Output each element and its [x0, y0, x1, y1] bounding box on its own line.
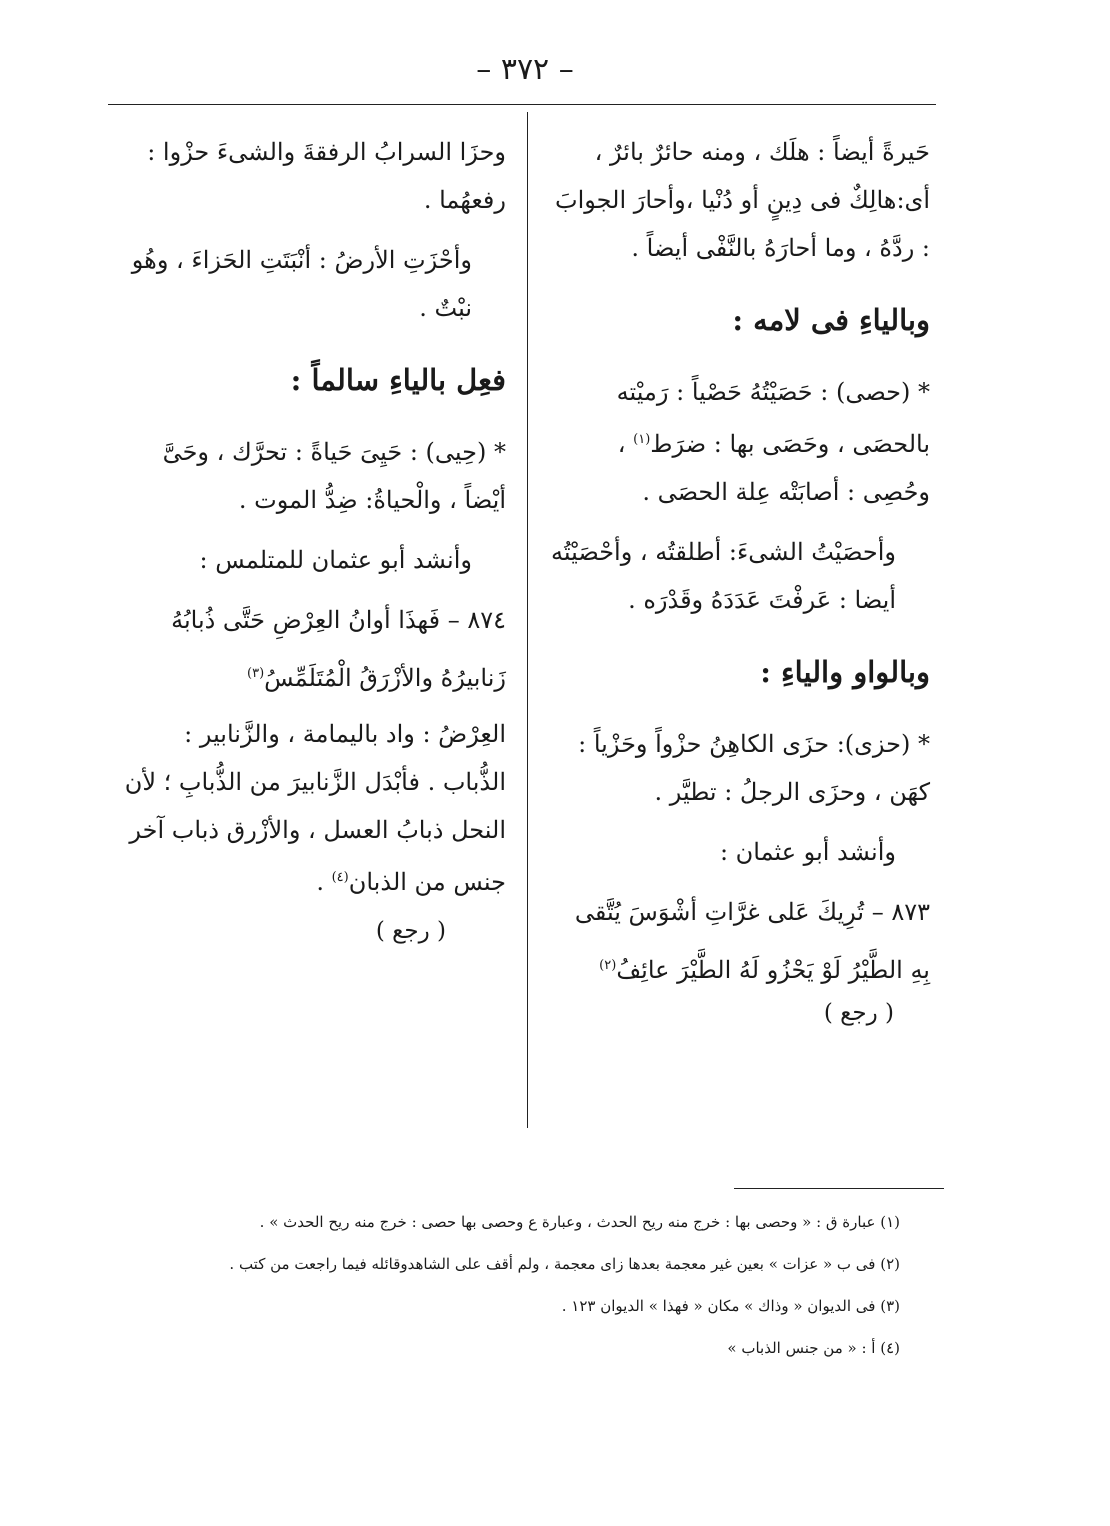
section-heading: وبالواو والياءِ :: [760, 655, 930, 689]
cross-reference: ( رجع ): [375, 918, 446, 944]
entry-text: * (حصى) : حَصَيْتُهُ حَصْياً : رَميْته بالحصَى ، وحَصَى بها : ضرَط: [616, 378, 930, 458]
footnote: (٤) أ : « من جنس الذباب »: [727, 1339, 900, 1357]
paragraph-text: العِرْضُ : واد باليمامة ، والزَّنابير : الذُّباب . فأبْدَل الزَّنابيرَ من الذُّبابِ ؛ لأن النحل ذبابُ العسل ، والأزْرق ذباب آخر جنس من الذبان: [124, 720, 506, 896]
footnote-marker: (٤): [331, 870, 349, 885]
footnote-marker: (٣): [247, 666, 265, 681]
entry-paragraph: [546, 368, 930, 516]
section-heading: وبالياءِ فى لامه :: [732, 303, 930, 337]
verse-line: ٨٧٤ – فَهذَا أوانُ العِرْضِ حَتَّى ذُبابُهُ: [171, 606, 506, 634]
header-rule: [108, 104, 936, 105]
entry-paragraph: * (حزى): حزَى الكاهِنُ حزْواً وحَزْياً : كهَن ، وحزَى الرجلُ : تطيَّر .: [578, 730, 930, 806]
footnote: (١) عبارة ق : « وحصى بها : خرج منه ريح الحدث ، وعبارة ع وحصى بها حصى : خرج منه ريح الحدث » .: [259, 1213, 900, 1231]
page-number: – ٣٧٢ –: [476, 52, 574, 87]
paragraph: وأنشد أبو عثمان للمتلمس :: [199, 546, 472, 574]
entry-text: ، وحُصِى : أصابَتْه عِلة الحصَى .: [617, 430, 930, 506]
footnote: (٢) فى ب « عزات » بعين غير معجمة بعدها زاى معجمة ، ولم أقف على الشاهدوقائله فيما راجعت من كتب .: [229, 1255, 900, 1273]
footnote-marker: (١): [633, 432, 651, 447]
cross-reference: ( رجع ): [823, 1000, 894, 1026]
paragraph: العِرْضُ : واد باليمامة ، والزَّنابير : الذُّباب . فأبْدَل الزَّنابيرَ من الذُّبابِ ؛ لأن النحل ذبابُ العسل ، والأزْرق ذباب آخر جنس من الذبان$^{(٤)}$ .: [124, 720, 506, 896]
paragraph: حَيرةً أيضاً : هلَك ، ومنه حائرٌ بائرٌ ، أى:هالِكٌ فى دِينٍ أو دُنْيا ،وأحارَ الجوابَ : ردَّهُ ، وما أحارَهُ بالنَّفْى أيضاً .: [555, 138, 930, 262]
entry-paragraph: * (حِيى) : حَيِىَ حَياةً : تحرَّك ، وحَىَّ أيْضاً ، والْحياةُ: ضِدُّ الموت .: [162, 438, 506, 514]
footnotes: [120, 1212, 900, 1380]
paragraph: وأحْزَتِ الأرضُ : أنْبَتَتِ الحَزاءَ ، وهُو نبْتٌ .: [131, 246, 472, 322]
paragraph: وأحصَيْتُ الشىءَ: أطلقتُه ، وأحْصَيْتُه أيضا : عَرفْتَ عَدَدَهُ وقَدْرَه .: [551, 538, 896, 614]
section-heading: فعِل بالياءِ سالماً :: [290, 363, 506, 397]
left-column: [118, 128, 506, 944]
verse-text: بِهِ الطَّيْرُ لَوْ يَحْزُو لَهُ الطَّيْرَ عائِفُ: [616, 956, 930, 984]
paragraph: وأنشد أبو عثمان :: [719, 838, 896, 866]
verse-line: [546, 942, 930, 994]
verse-line: ٨٧٣ – تُرِيكَ عَلى غرَّاتِ أشْوَسَ يُتَّقى: [574, 898, 930, 926]
column-divider: [527, 112, 528, 1128]
verse-line: [118, 650, 506, 702]
footnote: (٣) فى الديوان « وذاك » مكان « فهذا » الديوان ١٢٣ .: [561, 1297, 900, 1315]
paragraph: وحزَا السرابُ الرفقةَ والشىءَ حزْوا : رفعهُما .: [147, 138, 506, 214]
right-column: [546, 128, 930, 1026]
verse-text: زَنابيرُهُ والأزْرَقُ الْمُتَلَمِّسُ: [264, 664, 506, 692]
footnote-marker: (٢): [599, 958, 617, 973]
footnote-rule: [734, 1188, 944, 1189]
